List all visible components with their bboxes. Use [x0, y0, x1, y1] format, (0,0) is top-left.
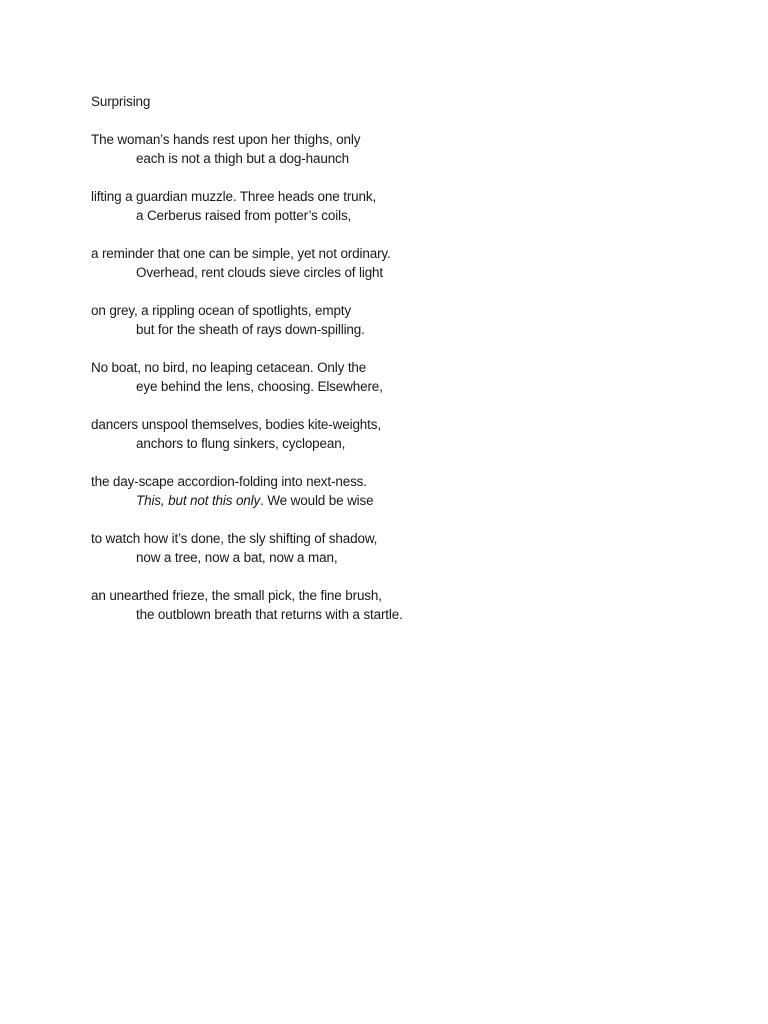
stanza — [91, 415, 711, 453]
poem-line: a reminder that one can be simple, yet not ordinary. — [91, 246, 391, 261]
stanza — [91, 301, 711, 339]
poem-line: dancers unspool themselves, bodies kite-weights, — [91, 417, 381, 432]
stanza — [91, 244, 711, 282]
poem-line: The woman’s hands rest upon her thighs, only — [91, 132, 361, 147]
poem-line-indented — [91, 491, 711, 510]
stanza — [91, 529, 711, 567]
stanza — [91, 586, 711, 624]
poem-line-indented: Overhead, rent clouds sieve circles of light — [136, 265, 384, 280]
stanza — [91, 187, 711, 225]
poem-line-indented: the outblown breath that returns with a startle. — [136, 607, 403, 622]
poem-line-indented: anchors to flung sinkers, cyclopean, — [136, 436, 346, 451]
stanza — [91, 472, 711, 510]
poem-line-indented: each is not a thigh but a dog-haunch — [136, 151, 350, 166]
line-remainder: . We would be wise — [260, 493, 374, 508]
poem-line: lifting a guardian muzzle. Three heads one trunk, — [91, 189, 377, 204]
poem-page — [91, 92, 711, 643]
italic-phrase: This, but not this only — [136, 493, 261, 508]
poem-line-indented: eye behind the lens, choosing. Elsewhere, — [136, 379, 383, 394]
poem-title: Surprising — [91, 94, 151, 109]
stanza — [91, 130, 711, 168]
poem-line: No boat, no bird, no leaping cetacean. Only the — [91, 360, 367, 375]
poem-line: on grey, a rippling ocean of spotlights, empty — [91, 303, 352, 318]
poem-line: the day-scape accordion-folding into next-ness. — [91, 474, 367, 489]
stanza — [91, 358, 711, 396]
poem-line-indented: a Cerberus raised from potter’s coils, — [136, 208, 352, 223]
poem-line-indented: now a tree, now a bat, now a man, — [136, 550, 338, 565]
poem-line: an unearthed frieze, the small pick, the fine brush, — [91, 588, 382, 603]
poem-line-indented: but for the sheath of rays down-spilling. — [136, 322, 365, 337]
poem-line: to watch how it’s done, the sly shifting of shadow, — [91, 531, 378, 546]
